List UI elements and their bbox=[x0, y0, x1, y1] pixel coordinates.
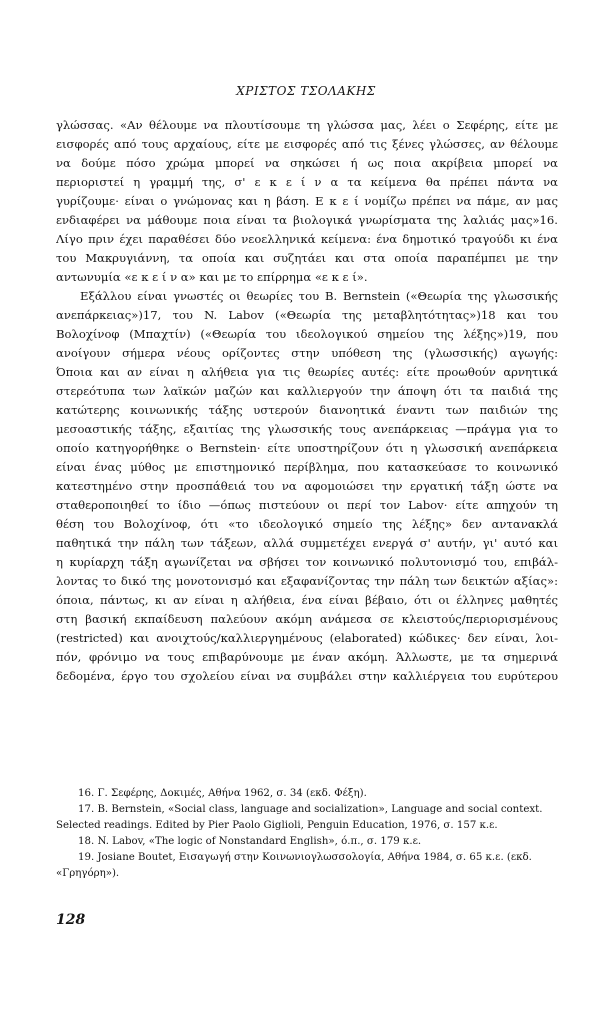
body-line: Όποια και αν είναι η αλήθεια για τις θεωρίες αυτές: είτε προωθούν αρνητικά bbox=[56, 365, 558, 379]
footnotes bbox=[56, 786, 558, 882]
body-line: ανεπάρκειας»)17, του N. Labov («Θεωρία της μεταβλητότητας»)18 και του bbox=[56, 308, 558, 322]
body-line: η κυρίαρχη τάξη αγωνίζεται να σβήσει τον κοινωνικό πολυτονισμό του, επιβάλ- bbox=[56, 555, 558, 569]
body-line: του Μακρυγιάννη, τα οποία και συζητάει και στα οποία παραπέμπει με την bbox=[56, 251, 558, 265]
footnote-16: 16. Γ. Σεφέρης, Δοκιμές, Αθήνα 1962, σ. 34 (εκδ. Φέξη). bbox=[78, 788, 367, 799]
body-line: στερεότυπα των λαϊκών μαζών και καλλιεργούν την άποψη ότι τα παιδιά της bbox=[56, 384, 558, 398]
body-text bbox=[56, 116, 558, 686]
body-line: είναι ένας μύθος με επιστημονικό περίβλημα, που κατασκεύασε το κοινωνικό bbox=[56, 460, 558, 474]
body-line: όποια, πάντως, κι αν είναι η αλήθεια, ένα είναι βέβαιο, ότι οι έλληνες μαθητές bbox=[56, 593, 558, 607]
body-line: οποίο κατηγορήθηκε ο Bernstein· είτε υποστηρίζουν ότι η γλωσσική ανεπάρκεια bbox=[56, 441, 558, 455]
body-line: ανοίγουν σήμερα νέους ορίζοντες στην υπόθεση της (γλωσσικής) αγωγής: bbox=[56, 346, 558, 360]
body-line: σταθεροποιηθεί το ίδιο —όπως πιστεύουν οι περί τον Labov· είτε απηχούν τη bbox=[56, 498, 558, 512]
body-line: Λίγο πριν έχει παραθέσει δύο νεοελληνικά κείμενα: ένα δημοτικό τραγούδι κι ένα bbox=[56, 232, 558, 246]
footnote-18: 18. N. Labov, «The logic of Nonstandard English», ό.π., σ. 179 κ.ε. bbox=[78, 836, 422, 847]
body-line: εισφορές από τους αρχαίους, είτε με εισφορές από τις ξένες γλώσσες, αν θέλουμε bbox=[56, 137, 558, 151]
footnote-19: 19. Josiane Boutet, Εισαγωγή στην Κοινωνιογλωσσολογία, Αθήνα 1984, σ. 65 κ.ε. (εκδ. bbox=[78, 852, 532, 863]
footnote-17: 17. B. Bernstein, «Social class, language and socialization», Language and social context. bbox=[78, 804, 543, 815]
body-line: γλώσσας. «Αν θέλουμε να πλουτίσουμε τη γλώσσα μας, λέει ο Σεφέρης, είτε με bbox=[56, 118, 558, 132]
footnote-17-continued: Selected readings. Edited by Pier Paolo Giglioli, Penguin Education, 1976, σ. 157 κ.ε. bbox=[56, 820, 498, 831]
body-line: κατεστημένο στην προσπάθειά του να αφομοιώσει την εργατική τάξη ώστε να bbox=[56, 479, 558, 493]
body-line: θέση του Βολοχίνοφ, ότι «το ιδεολογικό σημείο της λέξης» δεν αντανακλά bbox=[56, 517, 558, 531]
footnote-19-continued: «Γρηγόρη»). bbox=[56, 868, 120, 879]
body-line: γυρίζουμε· είναι ο γνώμονας και η βάση. Ε κ ε ί νομίζω πρέπει να πάμε, αν μας bbox=[56, 194, 558, 208]
body-line: στη βασική εκπαίδευση παλεύουν ακόμη ανάμεσα σε κλειστούς/περιορισμένους bbox=[56, 612, 558, 626]
body-line: πόν, φρόνιμο να τους επιβαρύνουμε με έναν ακόμη. Άλλωστε, με τα σημερινά bbox=[56, 650, 558, 664]
body-line: κατώτερης κοινωνικής τάξης υστερούν διανοητικά έναντι των παιδιών της bbox=[56, 403, 558, 417]
body-line: να δούμε πόσο χρώμα μπορεί να σηκώσει ή ως ποια ακρίβεια μπορεί να bbox=[56, 156, 558, 170]
body-line: (restricted) και ανοιχτούς/καλλιεργημένους (elaborated) κώδικες· δεν είναι, λοι- bbox=[56, 631, 558, 645]
body-line: περιοριστεί η γραμμή της, σ' ε κ ε ί ν α τα κείμενα θα πρέπει πάντα να bbox=[56, 175, 558, 189]
page-number: 128 bbox=[56, 912, 86, 928]
running-head: ΧΡΙΣΤΟΣ ΤΣΟΛΑΚΗΣ bbox=[236, 84, 376, 98]
body-line: δεδομένα, έργο του σχολείου είναι να συμβάλει στην καλλιέργεια του ευρύτερου bbox=[56, 669, 558, 683]
body-line: Εξάλλου είναι γνωστές οι θεωρίες του B. Bernstein («Θεωρία της γλωσσικής bbox=[80, 289, 558, 303]
body-line: μεσοαστικής τάξης, εξαιτίας της γλωσσικής τους ανεπάρκειας —πράγμα για το bbox=[56, 422, 558, 436]
body-line: ενδιαφέρει να μάθουμε ποια είναι τα βιολογικά γνωρίσματα της λαλιάς μας»16. bbox=[56, 213, 558, 227]
body-line: αντωνυμία «ε κ ε ί ν α» και με το επίρρημα «ε κ ε ί». bbox=[56, 270, 368, 284]
body-line: λοντας το δικό της μονοτονισμό και εξαφανίζοντας την πάλη των δεικτών αξίας»: bbox=[56, 574, 558, 588]
body-line: Βολοχίνοφ (Μπαχτίν) («Θεωρία του ιδεολογικού σημείου της λέξης»)19, που bbox=[56, 327, 558, 341]
body-line: παθητικά την πάλη των τάξεων, αλλά συμμετέχει ενεργά σ' αυτήν, γι' αυτό και bbox=[56, 536, 558, 550]
